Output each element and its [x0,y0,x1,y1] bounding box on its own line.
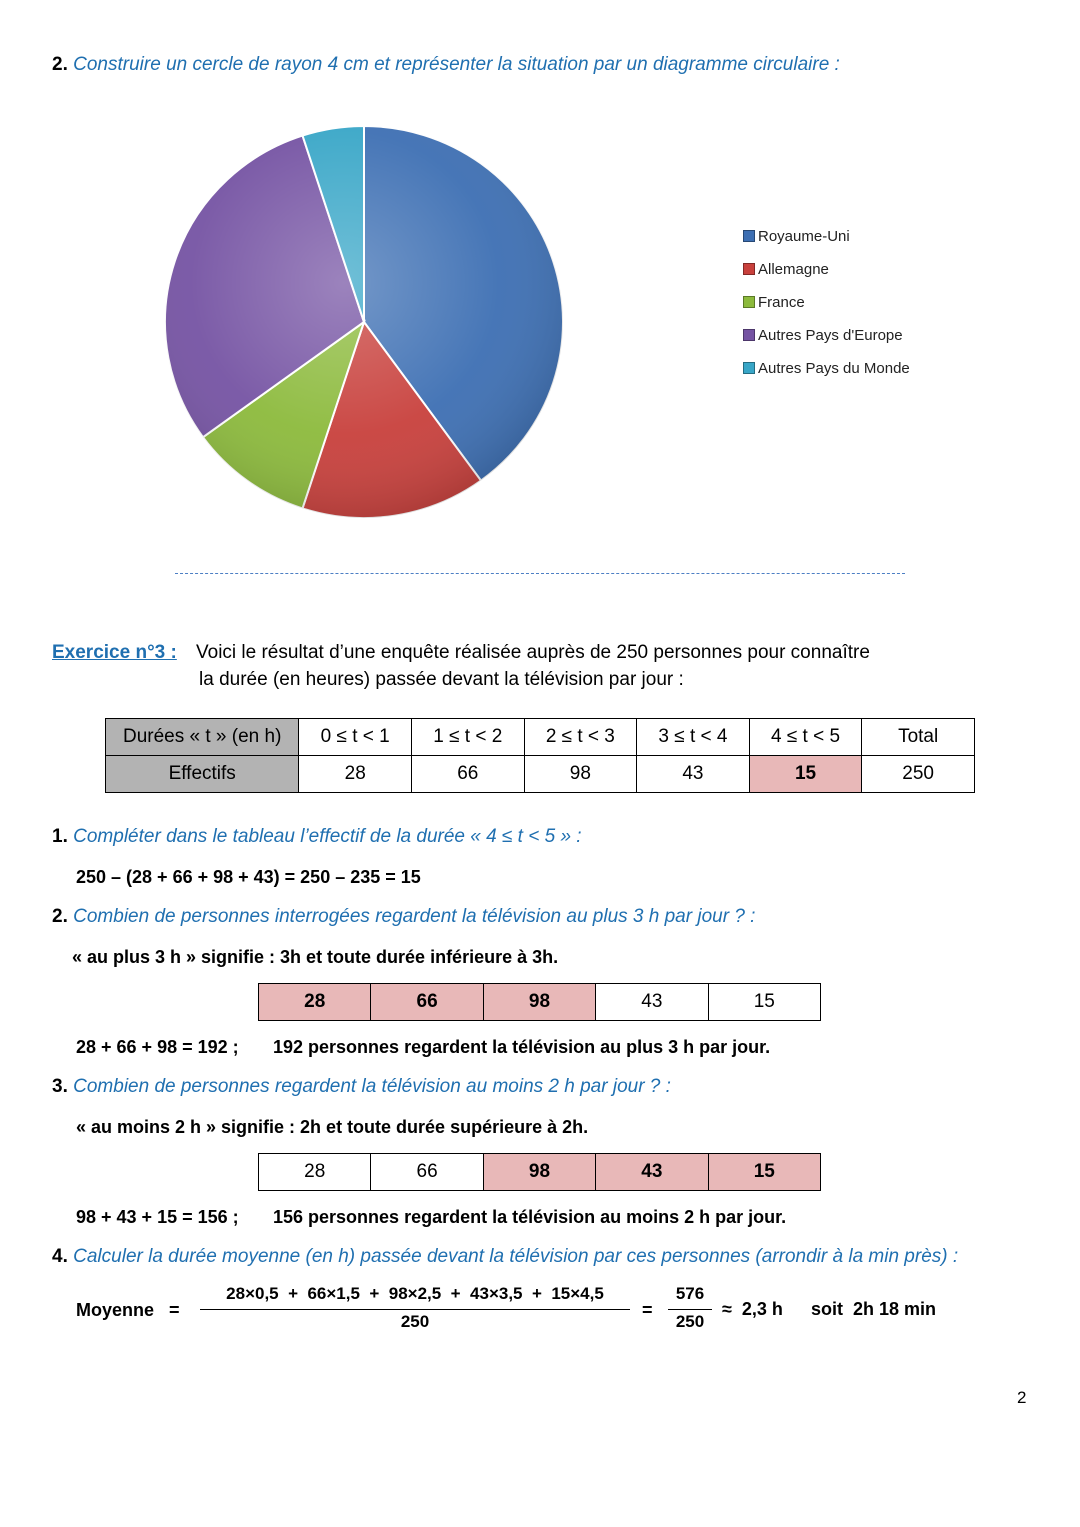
legend-item [743,253,910,286]
q2-cell: 98 [483,984,595,1021]
q3-cell: 43 [596,1154,708,1191]
q3-answer: 156 personnes regardent la télévision au moins 2 h par jour. [273,1207,787,1227]
q2-cell: 43 [596,984,708,1021]
legend-swatch [743,263,755,275]
q3-question: 3. Combien de personnes regardent la télévision au moins 2 h par jour ? : [52,1076,671,1097]
q4-question: 4. Calculer la durée moyenne (en h) passée devant la télévision par ces personnes (arrondir à la min près) : [52,1246,959,1267]
exercise-label: Exercice n°3 : [52,642,177,663]
q2-cell: 15 [708,984,820,1021]
q2-meaning: « au plus 3 h » signifie : 3h et toute durée inférieure à 3h. [72,947,559,967]
exercise-intro-1: Voici le résultat d’une enquête réalisée auprès de 250 personnes pour connaître [196,642,870,663]
legend-label: France [758,294,805,311]
exercise-intro-2: la durée (en heures) passée devant la télévision par jour : [199,669,684,690]
mean-conclusion: soit 2h 18 min [811,1299,937,1319]
table-header-row [106,719,975,756]
legend-item [743,220,910,253]
legend-item [743,286,910,319]
mean-label: Moyenne = [76,1300,180,1320]
fraction-bar-2 [668,1309,712,1310]
frequency-table [105,718,975,793]
page-number: 2 [1017,1388,1027,1407]
mean-den2: 250 [675,1312,705,1331]
legend-swatch [743,329,755,341]
table-interval: 0 ≤ t < 1 [299,719,412,756]
table-row-label: Effectifs [106,756,299,793]
chart-legend [743,220,910,385]
q3-cell: 98 [483,1154,595,1191]
mean-num2: 576 [675,1284,705,1303]
q2-question: 2. Combien de personnes interrogées regardent la télévision au plus 3 h par jour ? : [52,906,756,927]
fraction-bar [200,1309,630,1310]
table-interval: 2 ≤ t < 3 [524,719,637,756]
table-interval: 3 ≤ t < 4 [637,719,750,756]
q3-table [258,1153,821,1191]
q1-header: 1. Compléter dans le tableau l’effectif de la durée « 4 ≤ t < 5 » : [52,826,582,847]
legend-item [743,352,910,385]
legend-label: Allemagne [758,261,829,278]
table-counts-row [106,756,975,793]
q3-sum: 98 + 43 + 15 = 156 ; [76,1207,239,1227]
table-count: 43 [637,756,750,793]
q3-cell: 66 [371,1154,483,1191]
q2-answer: 192 personnes regardent la télévision au plus 3 h par jour. [273,1037,771,1057]
q2-cell: 28 [259,984,371,1021]
legend-label: Autres Pays d'Europe [758,327,903,344]
q2-sum: 28 + 66 + 98 = 192 ; [76,1037,239,1057]
q2-table [258,983,821,1021]
q3-cell: 28 [259,1154,371,1191]
mean-denominator: 250 [400,1312,430,1331]
mean-numerator: 28×0,5 + 66×1,5 + 98×2,5 + 43×3,5 + 15×4,5 [226,1284,604,1303]
legend-label: Royaume-Uni [758,228,850,245]
q1-answer: 250 – (28 + 66 + 98 + 43) = 250 – 235 = 15 [76,867,421,887]
legend-item [743,319,910,352]
table-count-filled: 15 [749,756,862,793]
q3-meaning: « au moins 2 h » signifie : 2h et toute durée supérieure à 2h. [76,1117,589,1137]
q3-cell: 15 [708,1154,820,1191]
table-count: 98 [524,756,637,793]
table-count: 66 [411,756,524,793]
table-total-label: Total [862,719,975,756]
equals-sign: = [642,1300,653,1320]
q2-header [52,53,840,77]
pie-chart [150,110,580,540]
table-total: 250 [862,756,975,793]
q2-cell: 66 [371,984,483,1021]
table-interval: 1 ≤ t < 2 [411,719,524,756]
question-number: 2. [52,54,68,75]
question-text: Construire un cercle de rayon 4 cm et représenter la situation par un diagramme circulaire : [73,54,840,75]
mean-approx: ≈ 2,3 h [722,1299,783,1319]
table-header-label: Durées « t » (en h) [106,719,299,756]
table-count: 28 [299,756,412,793]
legend-swatch [743,296,755,308]
legend-swatch [743,362,755,374]
legend-label: Autres Pays du Monde [758,360,910,377]
table-interval: 4 ≤ t < 5 [749,719,862,756]
separator [175,573,905,574]
legend-swatch [743,230,755,242]
